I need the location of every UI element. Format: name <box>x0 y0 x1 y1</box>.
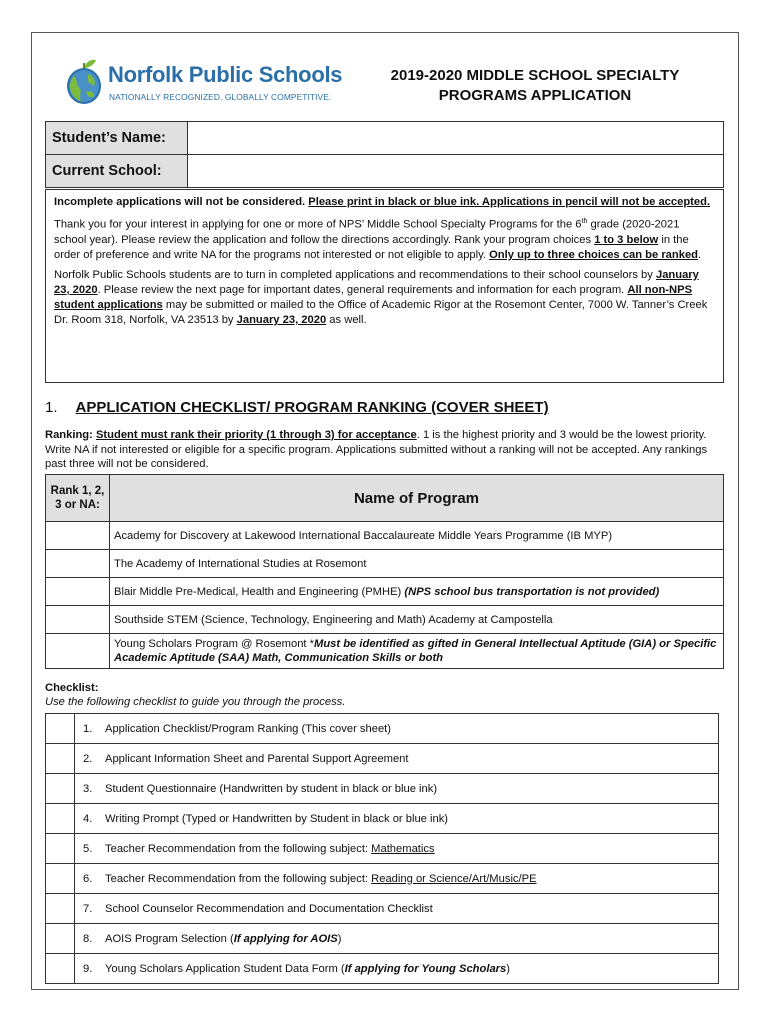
section-number: 1. <box>45 399 58 416</box>
p3-text-g: as well. <box>326 314 367 327</box>
program-note: (NPS school bus transportation is not provided) <box>404 585 660 598</box>
item-text: Young Scholars Application Student Data Form ( <box>105 962 345 975</box>
ranking-instructions <box>45 428 725 472</box>
item-text: Application Checklist/Program Ranking (This cover sheet) <box>105 722 392 735</box>
warning-text: Incomplete applications will not be considered. <box>54 196 306 208</box>
program-name <box>110 578 724 606</box>
ink-requirement-text: Please print in black or blue ink. Applications in pencil will not be accepted. <box>308 196 711 208</box>
checklist-label: Checklist: <box>45 682 99 694</box>
student-name-label: Student’s Name: <box>46 122 188 155</box>
student-name-field[interactable] <box>188 122 724 155</box>
item-text: Writing Prompt (Typed or Handwritten by Student in black or blue ink) <box>105 812 449 825</box>
ranking-rule: Student must rank their priority (1 through 3) for acceptance <box>95 429 417 441</box>
program-note: Must be identified as gifted in General Intellectual Aptitude (GIA) or Specific Academic Aptitude (SAA) Math, Communication Skills or both <box>114 638 717 664</box>
section-1-heading <box>45 399 549 416</box>
checklist-checkbox[interactable] <box>46 804 75 834</box>
program-row <box>46 578 724 606</box>
program-name-text: Academy for Discovery at Lakewood International Baccalaureate Middle Years Programme (IB MYP) <box>114 529 613 542</box>
item-condition: If applying for AOIS <box>233 932 338 945</box>
p3-deadline-2: January 23, 2020 <box>236 314 327 327</box>
current-school-label: Current School: <box>46 155 188 188</box>
p2-text-f: . <box>698 249 702 262</box>
checklist-checkbox[interactable] <box>46 834 75 864</box>
p2-text-a: Thank you for your interest in applying for one or more of NPS’ Middle School Specialty Programs for the 6 <box>54 218 582 231</box>
ranking-details: . 1 is the highest priority and 3 would be the lowest priority. Write NA if not interested or eligible for a specific program. Applications submitted without a ranking will not be accepted. Any rankings past three will not be considered. <box>45 429 708 470</box>
rank-column-header: Rank 1, 2, 3 or NA: <box>46 475 110 522</box>
p3-non-nps-note: All non-NPS student applications <box>54 283 693 311</box>
item-number: 1. <box>83 722 93 735</box>
p2-text-d: in the order of preference and write NA for the programs not interested or not eligible to apply. <box>54 234 689 262</box>
checklist-item-text <box>75 864 719 894</box>
p3-text-a: Norfolk Public Schools students are to turn in completed applications and recommendations to their school counselors by <box>54 268 656 281</box>
item-number: 9. <box>83 962 93 975</box>
checklist-item-text <box>75 954 719 984</box>
item-number: 6. <box>83 872 93 885</box>
checklist-checkbox[interactable] <box>46 714 75 744</box>
rank-input[interactable] <box>46 550 110 578</box>
instructions-box <box>45 189 724 383</box>
section-title: APPLICATION CHECKLIST/ PROGRAM RANKING (COVER SHEET) <box>75 399 549 416</box>
program-ranking-table <box>45 474 724 669</box>
checklist-checkbox[interactable] <box>46 954 75 984</box>
item-text: Teacher Recommendation from the following subject: <box>105 842 372 855</box>
checklist-item <box>46 894 719 924</box>
apple-globe-icon <box>64 58 104 106</box>
checklist-item <box>46 864 719 894</box>
p2-superscript: th <box>581 218 588 226</box>
current-school-row <box>46 155 724 188</box>
item-text: School Counselor Recommendation and Documentation Checklist <box>105 902 433 915</box>
checklist-instruction: Use the following checklist to guide you through the process. <box>45 696 346 708</box>
checklist-header <box>45 681 345 709</box>
checklist-checkbox[interactable] <box>46 864 75 894</box>
checklist-item <box>46 804 719 834</box>
rank-input[interactable] <box>46 578 110 606</box>
checklist-item <box>46 834 719 864</box>
program-name-column-header: Name of Program <box>110 475 724 522</box>
ranking-header-row <box>46 475 724 522</box>
checklist-item <box>46 924 719 954</box>
checklist-item <box>46 954 719 984</box>
item-number: 8. <box>83 932 93 945</box>
checklist-checkbox[interactable] <box>46 774 75 804</box>
checklist-checkbox[interactable] <box>46 744 75 774</box>
program-name-text: Southside STEM (Science, Technology, Engineering and Math) Academy at Campostella <box>114 613 553 626</box>
checklist-item-text <box>75 714 719 744</box>
program-name-text: Blair Middle Pre-Medical, Health and Engineering (PMHE) <box>114 585 405 598</box>
checklist-checkbox[interactable] <box>46 894 75 924</box>
checklist-item <box>46 744 719 774</box>
document-title <box>350 66 720 106</box>
item-subject: Reading or Science/Art/Music/PE <box>371 872 537 885</box>
rank-input[interactable] <box>46 606 110 634</box>
item-text-end: ) <box>337 932 342 945</box>
checklist-item-text <box>75 924 719 954</box>
item-text: AOIS Program Selection ( <box>105 932 234 945</box>
item-text: Teacher Recommendation from the following subject: <box>105 872 372 885</box>
checklist-table <box>45 713 719 984</box>
program-name <box>110 550 724 578</box>
student-info-table <box>45 121 724 188</box>
p2-text-b: grade (2020-2021 school year). Please review the application and follow the directions accordingly. Rank your program choices <box>54 218 680 247</box>
checklist-item-text <box>75 804 719 834</box>
program-name <box>110 634 724 669</box>
npschools-logo <box>64 58 343 110</box>
checklist-item-text <box>75 774 719 804</box>
p2-choice-limit: Only up to three choices can be ranked <box>489 249 699 262</box>
program-row <box>46 522 724 550</box>
item-number: 2. <box>83 752 93 765</box>
title-line-2: PROGRAMS APPLICATION <box>438 87 632 104</box>
program-name-text: The Academy of International Studies at Rosemont <box>114 557 367 570</box>
item-number: 5. <box>83 842 93 855</box>
checklist-item <box>46 774 719 804</box>
item-number: 3. <box>83 782 93 795</box>
item-subject: Mathematics <box>371 842 435 855</box>
program-name <box>110 606 724 634</box>
item-text: Student Questionnaire (Handwritten by student in black or blue ink) <box>105 782 438 795</box>
student-name-row <box>46 122 724 155</box>
checklist-item-text <box>75 834 719 864</box>
instructions-warning <box>54 195 713 210</box>
item-condition: If applying for Young Scholars <box>344 962 507 975</box>
checklist-item <box>46 714 719 744</box>
instructions-paragraph-2 <box>54 214 713 263</box>
logo-wordmark: Norfolk Public Schools <box>108 62 343 87</box>
rank-input[interactable] <box>46 634 110 669</box>
title-line-1: 2019-2020 MIDDLE SCHOOL SPECIALTY <box>390 67 680 84</box>
checklist-item-text <box>75 744 719 774</box>
program-name-text: Young Scholars Program @ Rosemont * <box>114 638 314 650</box>
p3-text-c: . Please review the next page for important dates, general requirements and information for each program. <box>97 283 628 296</box>
current-school-field[interactable] <box>188 155 724 188</box>
instructions-paragraph-3 <box>54 268 713 329</box>
item-text: Applicant Information Sheet and Parental Support Agreement <box>105 752 409 765</box>
p2-rank-range: 1 to 3 below <box>594 234 659 247</box>
item-number: 4. <box>83 812 93 825</box>
ranking-label: Ranking: <box>45 429 93 441</box>
logo-tagline: NATIONALLY RECOGNIZED. GLOBALLY COMPETITIVE. <box>109 92 332 102</box>
p3-text-e: may be submitted or mailed to the Office of Academic Rigor at the Rosemont Center, 7000 W. Tanner’s Creek Dr. Room 318, Norfolk, VA 23513 by <box>54 298 708 327</box>
checklist-checkbox[interactable] <box>46 924 75 954</box>
checklist-item-text <box>75 894 719 924</box>
item-number: 7. <box>83 902 93 915</box>
rank-input[interactable] <box>46 522 110 550</box>
program-row <box>46 550 724 578</box>
program-name <box>110 522 724 550</box>
program-row <box>46 606 724 634</box>
program-row <box>46 634 724 669</box>
p3-deadline: January 23, 2020 <box>54 268 699 296</box>
item-text-end: ) <box>506 962 510 975</box>
